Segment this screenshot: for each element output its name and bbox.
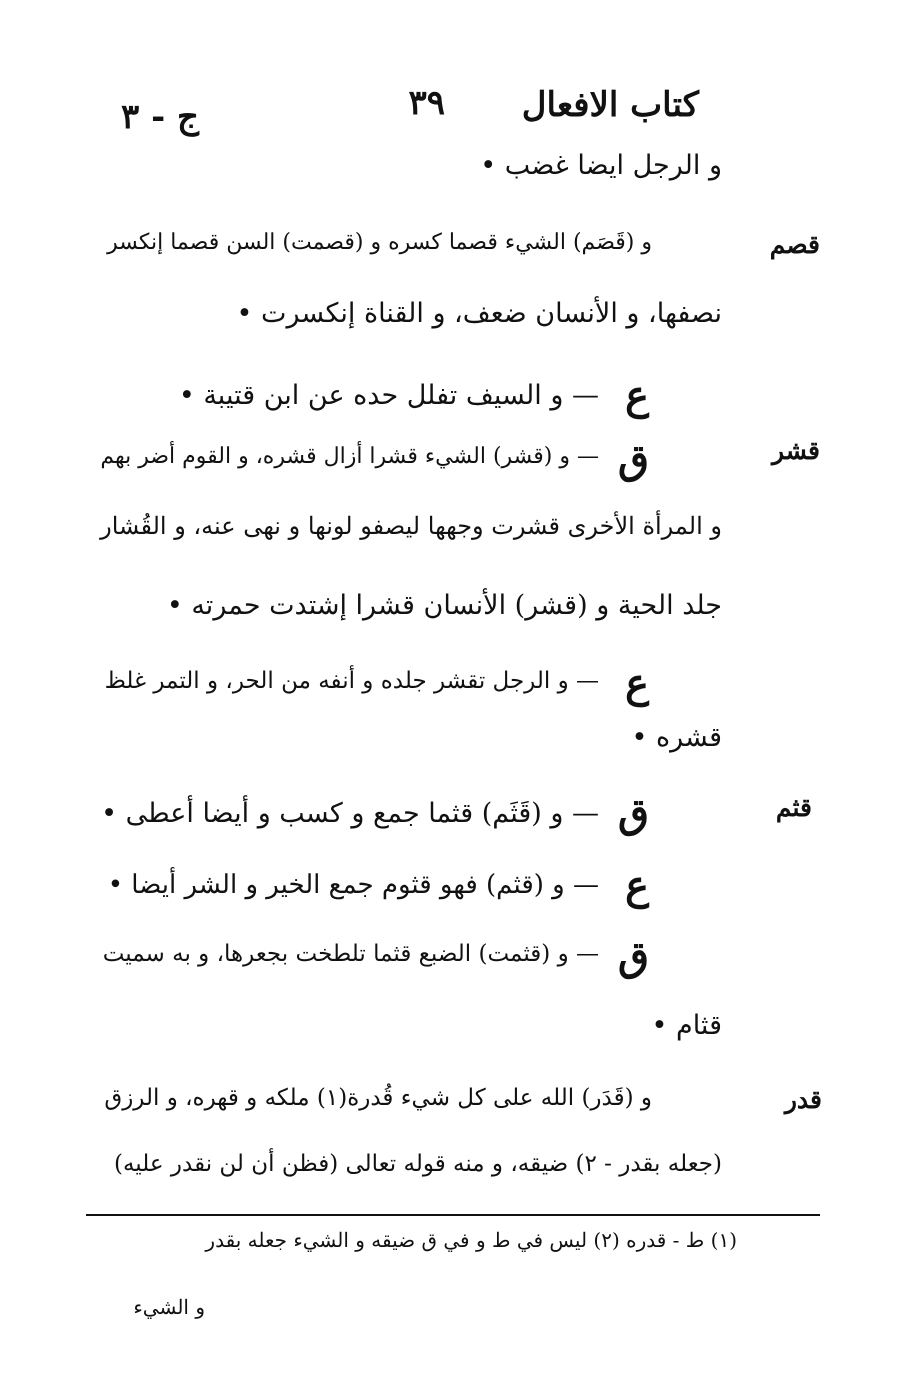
source-marker: ق [617, 790, 649, 837]
text-line: — و (قشر) الشيء قشرا أزال قشره، و القوم أضر بهم [100, 444, 599, 469]
source-marker: ع [625, 862, 649, 909]
text-line: — و السيف تفلل حده عن ابن قتيبة • [178, 380, 599, 411]
source-marker: ع [625, 660, 649, 707]
text-line: — و (قثمت) الضبع قثما تلطخت بجعرها، و به سميت [102, 941, 599, 967]
text-line: — و (قثم) فهو قثوم جمع الخير و الشر أيضا • [107, 870, 599, 900]
volume-label: ج - ٣ [121, 97, 199, 137]
text-line: نصفها، و الأنسان ضعف، و القناة إنكسرت • [236, 298, 722, 329]
source-marker: ق [617, 436, 649, 483]
text-line: قثام • [651, 1010, 722, 1041]
footnote-separator [86, 1214, 820, 1216]
text-line: جلد الحية و (قشر) الأنسان قشرا إشتدت حمرته • [166, 590, 722, 621]
text-line: قشره • [631, 722, 722, 753]
margin-headword-qatham: قثم [775, 793, 812, 822]
footnote-continuation: و الشيء [133, 1295, 205, 1319]
text-line: و المرأة الأخرى قشرت وجهها ليصفو لونها و نهى عنه، و القُشار [100, 512, 722, 540]
text-line: — و (قَثَم) قثما جمع و كسب و أيضا أعطى • [101, 798, 599, 829]
margin-headword-qashar: قشر [771, 436, 820, 465]
margin-headword-qadar: قدر [784, 1085, 822, 1114]
source-marker: ق [617, 933, 649, 980]
source-marker: ع [625, 372, 649, 419]
page-number: ٣٩ [408, 83, 445, 123]
text-line: — و الرجل تقشر جلده و أنفه من الحر، و التمر غلظ [104, 668, 599, 694]
margin-headword-qasam: قصم [769, 230, 820, 259]
text-line: و (قَصَم) الشيء قصما كسره و (قصمت) السن قصما إنكسر [107, 230, 652, 255]
footnote-text: (١) ط - قدره (٢) ليس في ط و في ق ضيقه و الشيء جعله بقدر [205, 1228, 737, 1252]
text-line: (جعله بقدر - ٢) ضيقه، و منه قوله تعالى (فظن أن لن نقدر عليه) [114, 1151, 722, 1177]
text-line: و (قَدَر) الله على كل شيء قُدرة(١) ملكه و قهره، و الرزق [104, 1085, 652, 1111]
book-title: كتاب الافعال [521, 85, 699, 125]
text-line: و الرجل ايضا غضب • [480, 150, 722, 181]
